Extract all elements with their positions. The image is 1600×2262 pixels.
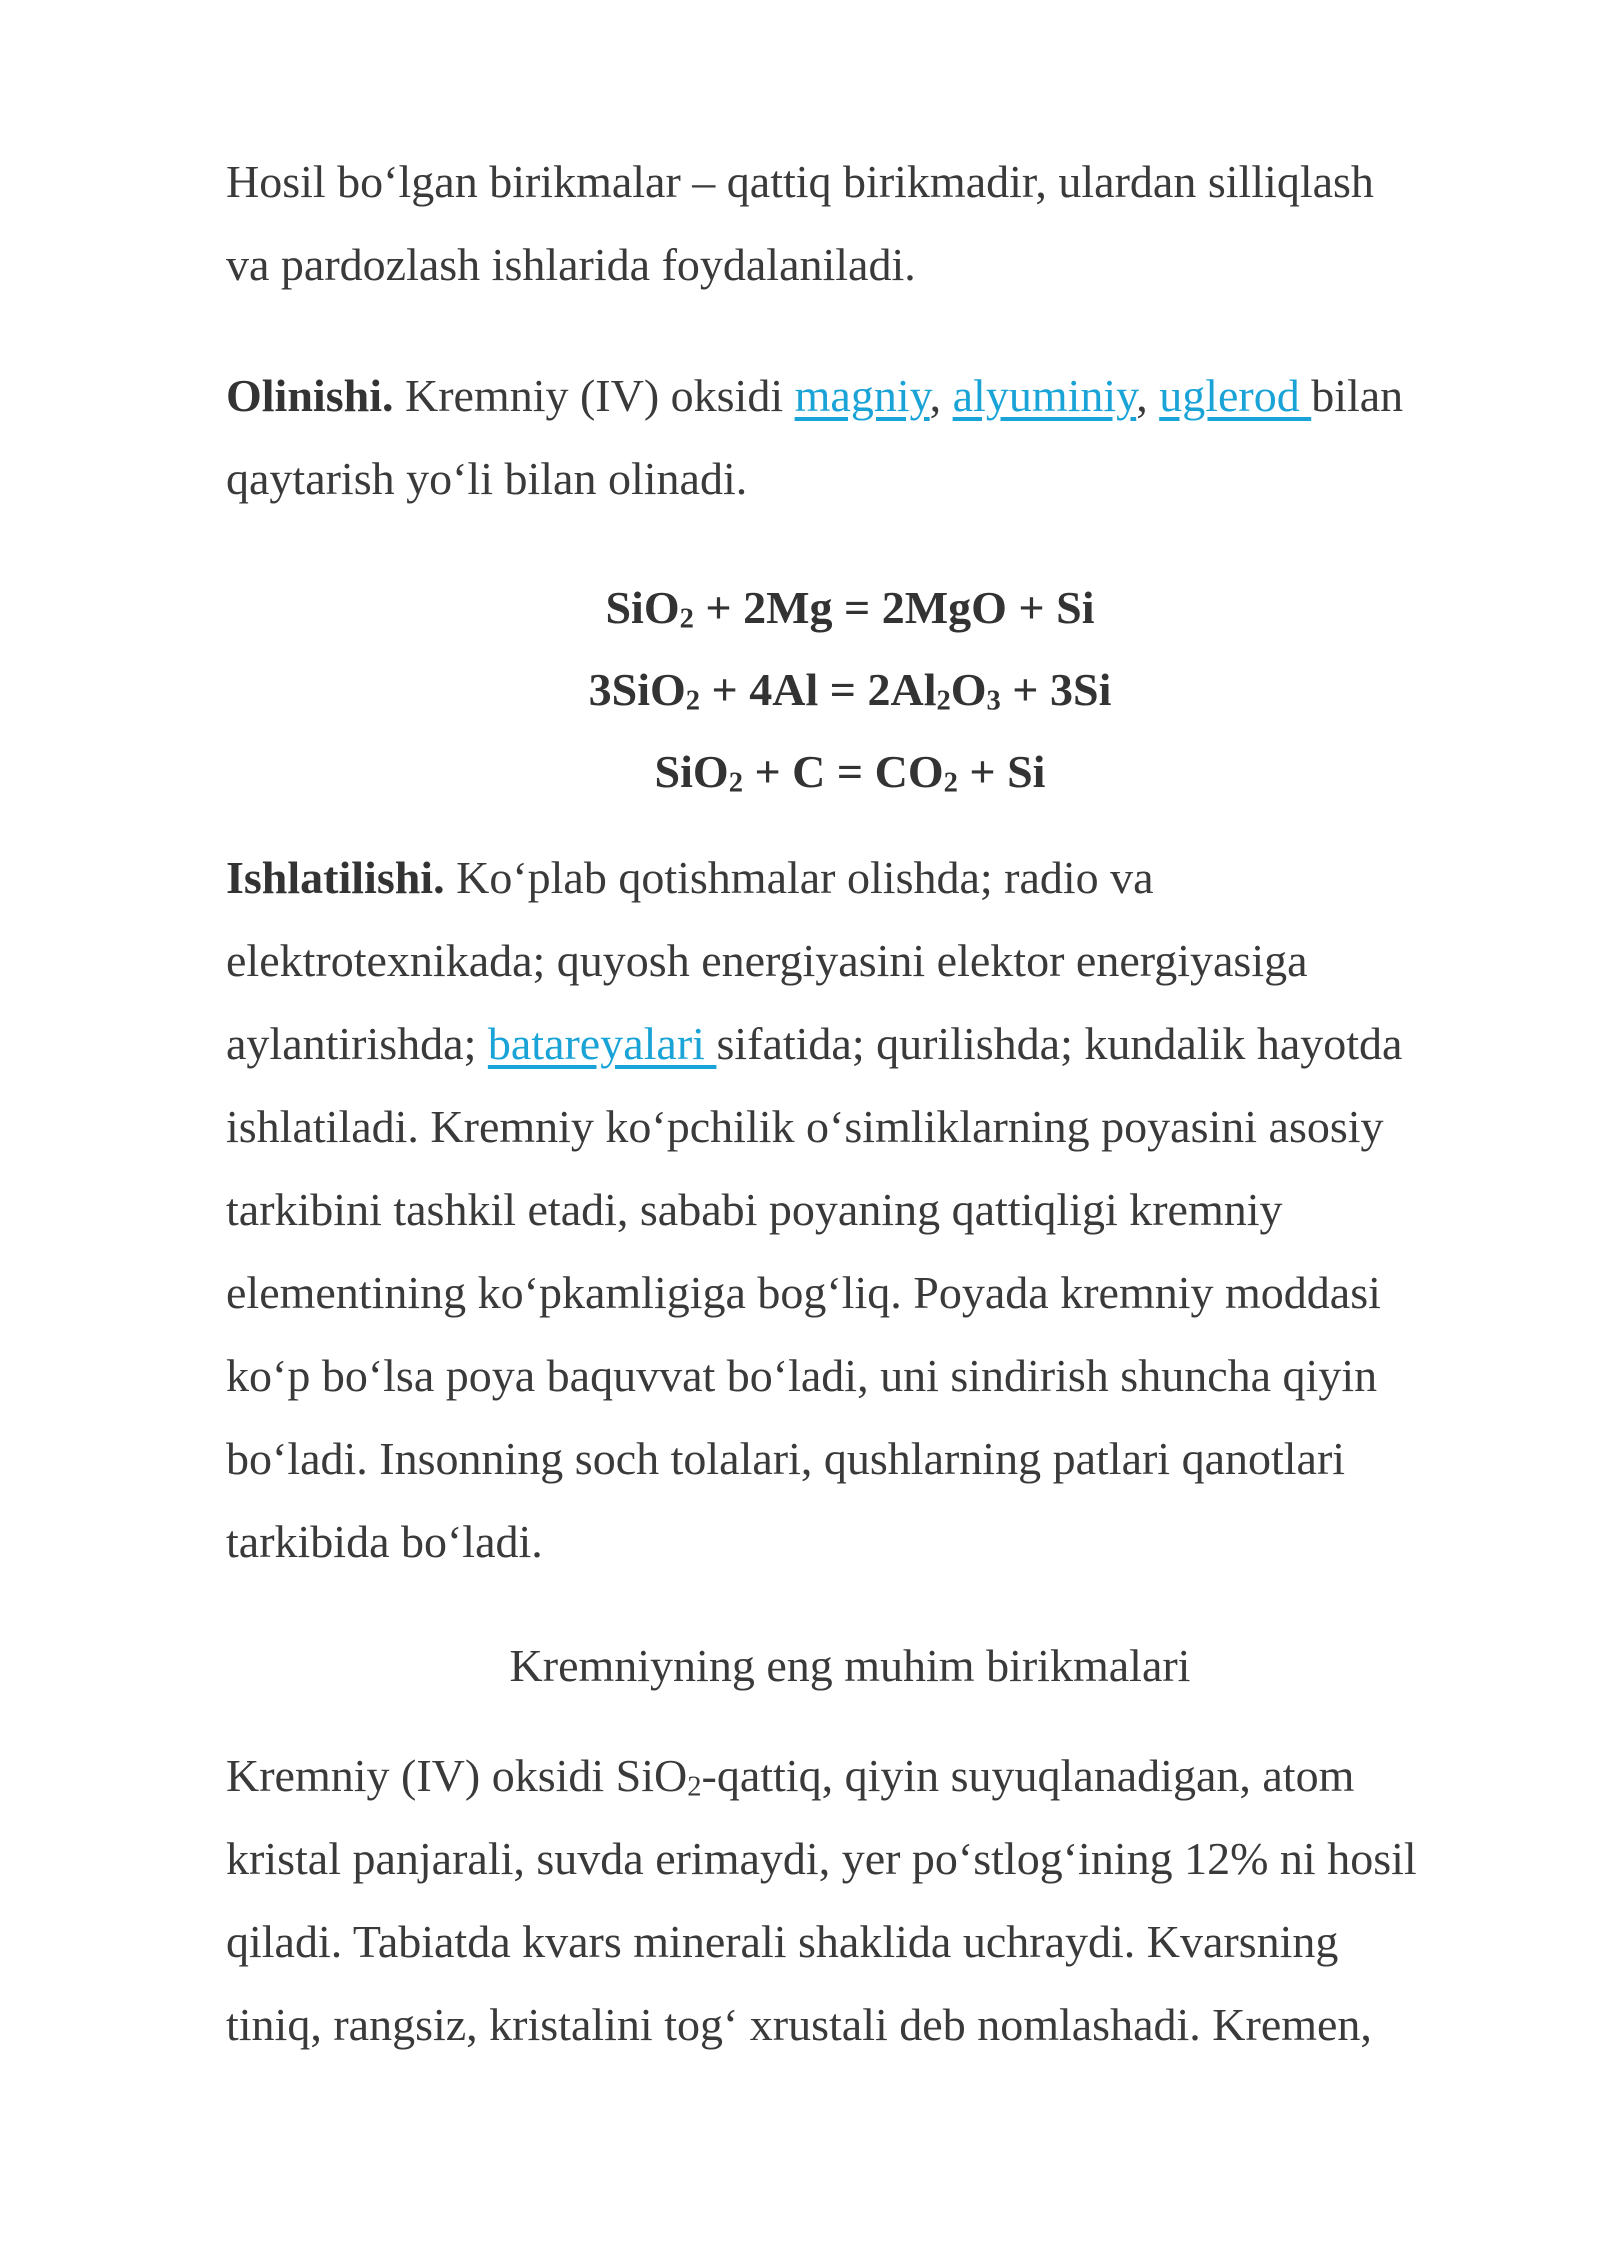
paragraph-intro: [226, 140, 1486, 306]
text-line: va pardozlash ishlarida foydalaniladi.: [226, 239, 916, 290]
section-heading: Kremniyning eng muhim birikmalari: [509, 1640, 1191, 1691]
separator: ,: [929, 370, 953, 421]
formula-part: + C = CO: [742, 746, 944, 797]
subscript: 2: [687, 1771, 702, 1803]
text-span: Kremniy (IV) oksidi: [393, 370, 795, 421]
text-span: bilan: [1311, 370, 1404, 421]
text-line: qaytarish yo‘li bilan olinadi.: [226, 453, 748, 504]
equation-1: [0, 567, 1600, 649]
formula-part: SiO: [654, 746, 729, 797]
text-line: tarkibini tashkil etadi, sababi poyaning qattiqligi kremniy: [226, 1184, 1283, 1235]
link-alyuminiy[interactable]: alyuminiy: [952, 370, 1137, 421]
formula-part: + 2Mg = 2MgO + Si: [693, 582, 1095, 633]
link-batareyalari[interactable]: batareyalari: [487, 1018, 717, 1069]
text-line: elementining ko‘pkamligiga bog‘liq. Poyada kremniy moddasi: [226, 1267, 1381, 1318]
paragraph-ishlatilishi: [226, 836, 1486, 1583]
text-span: -qattiq, qiyin suyuqlanadigan, atom: [701, 1750, 1355, 1801]
formula-part: + 4Al = 2Al: [700, 664, 937, 715]
text-line: bo‘ladi. Insonning soch tolalari, qushlarning patlari qanotlari: [226, 1433, 1346, 1484]
text-line: Hosil bo‘lgan birikmalar – qattiq birikmadir, ulardan silliqlash: [226, 156, 1374, 207]
subscript: 2: [943, 767, 958, 799]
equation-3: [0, 731, 1600, 813]
text-line: ko‘p bo‘lsa poya baquvvat bo‘ladi, uni sindirish shuncha qiyin: [226, 1350, 1378, 1401]
formula-part: + Si: [957, 746, 1046, 797]
separator: ,: [1136, 370, 1160, 421]
subscript: 2: [685, 685, 701, 717]
text-span: sifatida; qurilishda; kundalik hayotda: [716, 1018, 1403, 1069]
text-line: tarkibida bo‘ladi.: [226, 1516, 543, 1567]
formula-part: 3SiO: [588, 664, 686, 715]
text-line: kristal panjarali, suvda erimaydi, yer po‘stlog‘ining 12% ni hosil: [226, 1833, 1417, 1884]
text-line: elektrotexnikada; quyosh energiyasini elektor energiyasiga: [226, 935, 1308, 986]
subscript: 2: [728, 767, 743, 799]
text-span: Ko‘plab qotishmalar olishda; radio va: [444, 852, 1154, 903]
text-line: qiladi. Tabiatda kvars minerali shaklida uchraydi. Kvarsning: [226, 1916, 1339, 1967]
subscript: 2: [679, 603, 694, 635]
equation-2: [0, 649, 1600, 731]
subscript: 3: [986, 685, 1001, 717]
formula-part: + 3Si: [1000, 664, 1112, 715]
paragraph-kremniy-oksidi: [226, 1734, 1486, 2066]
link-uglerod[interactable]: uglerod: [1159, 370, 1312, 421]
text-line: ishlatiladi. Kremniy ko‘pchilik o‘simliklarning poyasini asosiy: [226, 1101, 1384, 1152]
section-label: Ishlatilishi.: [226, 852, 445, 903]
text-line: tiniq, rangsiz, kristalini tog‘ xrustali deb nomlashadi. Kremen,: [226, 1999, 1372, 2050]
link-magniy[interactable]: magniy: [794, 370, 930, 421]
formula-part: O: [950, 664, 987, 715]
text-span: Kremniy (IV) oksidi SiO: [226, 1750, 688, 1801]
subscript: 2: [936, 685, 951, 717]
formula-part: SiO: [605, 582, 680, 633]
section-label: Olinishi.: [226, 370, 394, 421]
paragraph-olinishi: [226, 354, 1486, 520]
text-span: aylantirishda;: [226, 1018, 488, 1069]
